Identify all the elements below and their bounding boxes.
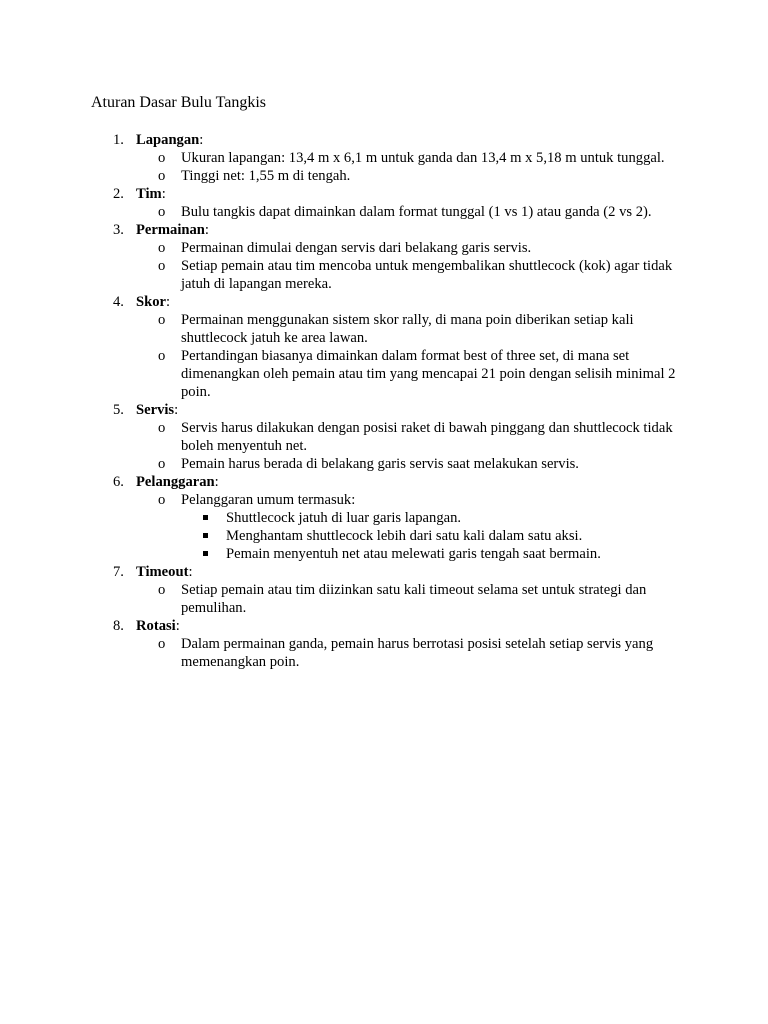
- circle-bullet-icon: o: [158, 168, 166, 184]
- list-item: [136, 491, 676, 563]
- section-heading: Pelanggaran: [136, 474, 215, 490]
- section-number: 5.: [113, 402, 124, 418]
- page-title: Aturan Dasar Bulu Tangkis: [91, 94, 266, 111]
- violation-item: [181, 509, 676, 527]
- list-item-text: Setiap pemain atau tim diizinkan satu kali timeout selama set untuk strategi dan pemulihan.: [181, 582, 647, 616]
- rule-section: [0, 221, 676, 293]
- circle-bullet-icon: o: [158, 150, 166, 166]
- rule-section: [0, 473, 676, 563]
- section-items: [136, 491, 676, 563]
- circle-bullet-icon: o: [158, 420, 166, 436]
- section-heading-line: [136, 617, 676, 635]
- list-item: [136, 347, 676, 401]
- square-bullet-icon: [203, 515, 208, 520]
- section-number: 1.: [113, 132, 124, 148]
- circle-bullet-icon: o: [158, 582, 166, 598]
- section-items: [136, 239, 676, 293]
- heading-colon: :: [166, 294, 171, 310]
- violation-list: [181, 509, 676, 563]
- section-number: 2.: [113, 186, 124, 202]
- rule-section: [0, 563, 676, 617]
- list-item-text: Permainan menggunakan sistem skor rally, di mana poin diberikan setiap kali shuttlecock jatuh ke area lawan.: [181, 312, 634, 346]
- list-item: [136, 581, 676, 617]
- circle-bullet-icon: o: [158, 204, 166, 220]
- list-item-text: Setiap pemain atau tim mencoba untuk mengembalikan shuttlecock (kok) agar tidak jatuh di lapangan mereka.: [181, 258, 673, 292]
- violation-item: [181, 527, 676, 545]
- section-heading: Lapangan: [136, 132, 200, 148]
- section-heading-line: [136, 293, 676, 311]
- list-item: [136, 257, 676, 293]
- list-item-text: Pertandingan biasanya dimainkan dalam format best of three set, di mana set dimenangkan oleh pemain atau tim yang mencapai 21 poin dengan selisih minimal 2 poin.: [181, 348, 676, 400]
- section-heading: Tim: [136, 186, 162, 202]
- section-number: 3.: [113, 222, 124, 238]
- rule-section: [0, 131, 676, 185]
- rule-section: [0, 617, 676, 671]
- section-heading: Timeout: [136, 564, 189, 580]
- list-item: [136, 167, 676, 185]
- circle-bullet-icon: o: [158, 240, 166, 256]
- list-item-text: Pemain harus berada di belakang garis servis saat melakukan servis.: [181, 456, 579, 472]
- list-item-text: Tinggi net: 1,55 m di tengah.: [181, 168, 351, 184]
- heading-colon: :: [188, 564, 193, 580]
- circle-bullet-icon: o: [158, 258, 166, 274]
- circle-bullet-icon: o: [158, 456, 166, 472]
- list-item: [136, 149, 676, 167]
- circle-bullet-icon: o: [158, 636, 166, 652]
- list-item: [136, 203, 676, 221]
- square-bullet-icon: [203, 533, 208, 538]
- section-heading-line: [136, 185, 676, 203]
- heading-colon: :: [204, 222, 209, 238]
- circle-bullet-icon: o: [158, 312, 166, 328]
- list-item: [136, 419, 676, 455]
- section-heading: Skor: [136, 294, 167, 310]
- list-item-text: Dalam permainan ganda, pemain harus berrotasi posisi setelah setiap servis yang memenangkan poin.: [181, 636, 654, 670]
- section-heading-line: [136, 473, 676, 491]
- list-item-text: Pelanggaran umum termasuk:: [181, 492, 356, 508]
- section-heading-line: [136, 401, 676, 419]
- rules-list: [0, 131, 676, 671]
- circle-bullet-icon: o: [158, 492, 166, 508]
- violation-item-text: Menghantam shuttlecock lebih dari satu kali dalam satu aksi.: [226, 528, 583, 544]
- section-number: 4.: [113, 294, 124, 310]
- heading-colon: :: [175, 618, 180, 634]
- list-item-text: Servis harus dilakukan dengan posisi raket di bawah pinggang dan shuttlecock tidak boleh menyentuh net.: [181, 420, 673, 454]
- section-heading: Permainan: [136, 222, 205, 238]
- list-item: [136, 635, 676, 671]
- heading-colon: :: [214, 474, 219, 490]
- violation-item-text: Pemain menyentuh net atau melewati garis tengah saat bermain.: [226, 546, 601, 562]
- heading-colon: :: [174, 402, 179, 418]
- square-bullet-icon: [203, 551, 208, 556]
- section-items: [136, 581, 676, 617]
- violation-item: [181, 545, 676, 563]
- circle-bullet-icon: o: [158, 348, 166, 364]
- section-heading: Rotasi: [136, 618, 176, 634]
- list-item-text: Ukuran lapangan: 13,4 m x 6,1 m untuk ganda dan 13,4 m x 5,18 m untuk tunggal.: [181, 150, 665, 166]
- section-heading-line: [136, 221, 676, 239]
- section-items: [136, 203, 676, 221]
- rule-section: [0, 185, 676, 221]
- section-number: 8.: [113, 618, 124, 634]
- section-items: [136, 419, 676, 473]
- section-number: 7.: [113, 564, 124, 580]
- list-item-text: Permainan dimulai dengan servis dari belakang garis servis.: [181, 240, 532, 256]
- section-items: [136, 635, 676, 671]
- rule-section: [0, 401, 676, 473]
- heading-colon: :: [199, 132, 204, 148]
- rule-section: [0, 293, 676, 401]
- section-number: 6.: [113, 474, 124, 490]
- heading-colon: :: [161, 186, 166, 202]
- list-item: [136, 239, 676, 257]
- violation-item-text: Shuttlecock jatuh di luar garis lapangan.: [226, 510, 462, 526]
- list-item: [136, 455, 676, 473]
- section-heading: Servis: [136, 402, 175, 418]
- section-heading-line: [136, 563, 676, 581]
- list-item-text: Bulu tangkis dapat dimainkan dalam format tunggal (1 vs 1) atau ganda (2 vs 2).: [181, 204, 652, 220]
- section-items: [136, 149, 676, 185]
- section-items: [136, 311, 676, 401]
- section-heading-line: [136, 131, 676, 149]
- list-item: [136, 311, 676, 347]
